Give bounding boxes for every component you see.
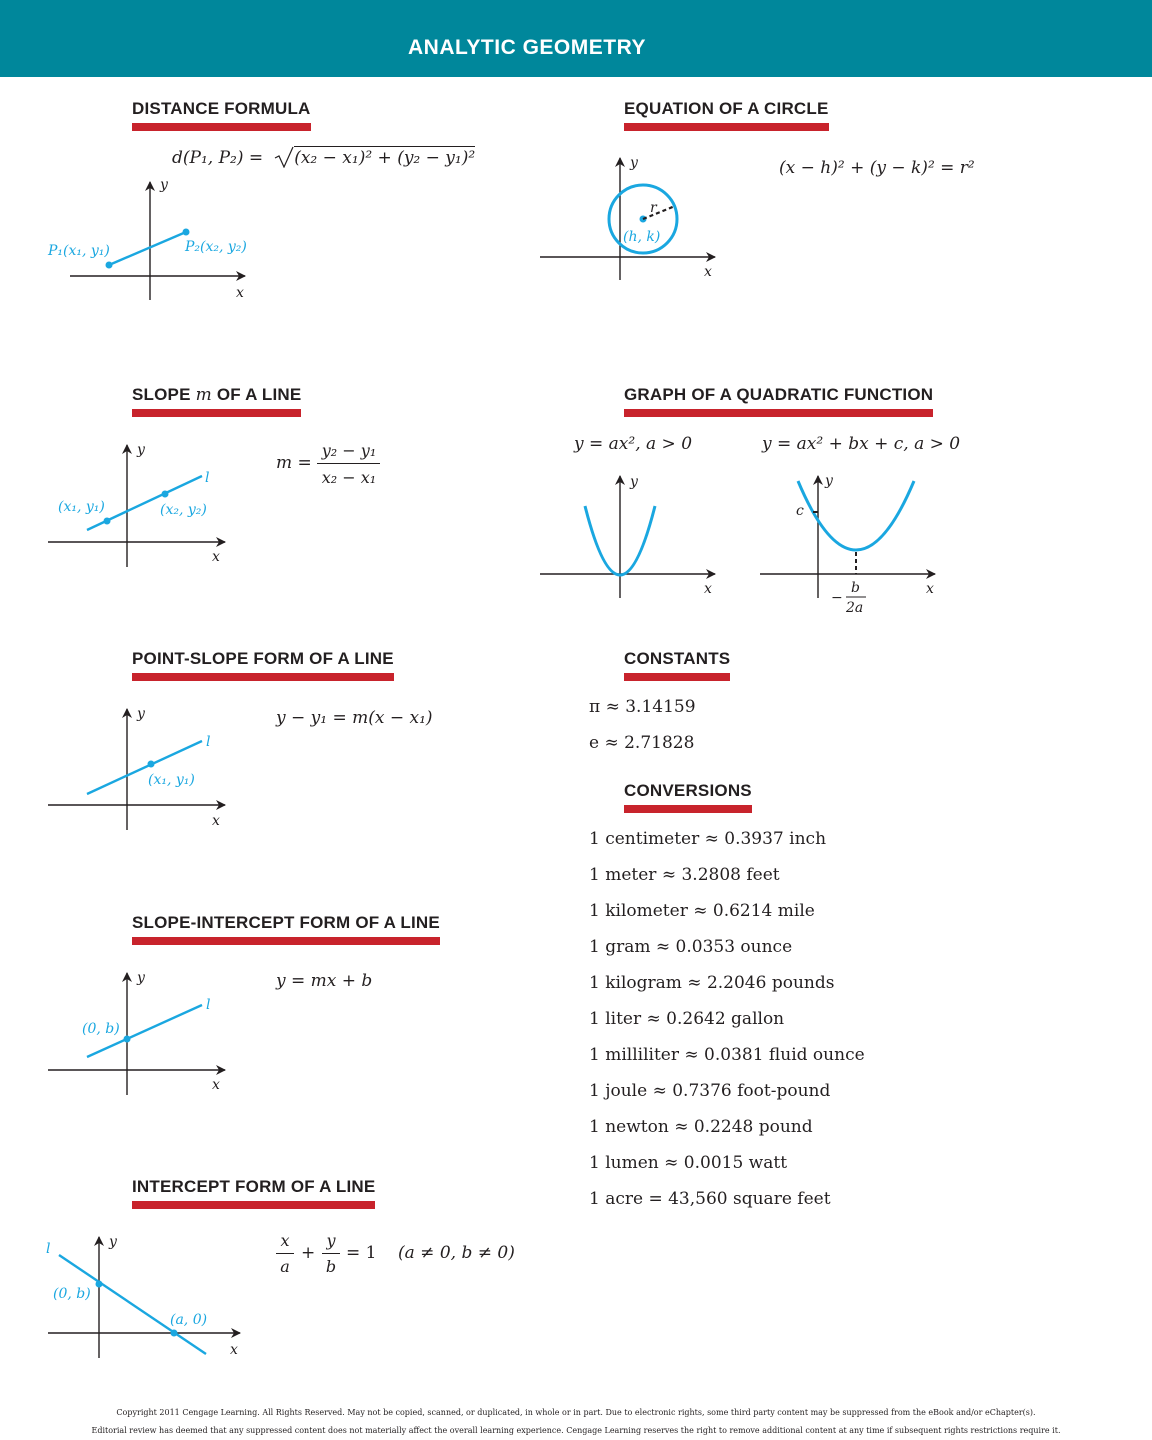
- radius-line: [643, 206, 675, 219]
- heading-slope-var: m: [195, 385, 212, 405]
- copyright-line-1: Copyright 2011 Cengage Learning. All Rights Reserved. May not be copied, scanned, or duplicated, in whole or in part. Due to electronic rights, some third party content may be suppressed from the eBook and/or eChapter(s).: [116, 1408, 1036, 1417]
- line-label: l: [206, 734, 211, 750]
- plus-sign: +: [301, 1243, 316, 1263]
- radical-sign-icon: [274, 146, 294, 168]
- parabola-curve: [798, 481, 914, 550]
- slope-graph: [40, 440, 240, 570]
- c-label: c: [796, 503, 804, 519]
- label-point-1: (x₁, y₁): [148, 772, 195, 788]
- label-p2: P₂(x₂, y₂): [185, 239, 247, 255]
- point-p1: [106, 262, 113, 269]
- distance-formula-lhs: d(P₁, P₂) =: [172, 148, 264, 168]
- point-2: [162, 491, 169, 498]
- frac1-denominator: a: [280, 1257, 290, 1276]
- parabola-graph-2: [755, 470, 955, 620]
- radius-label: r: [650, 200, 657, 216]
- label-point-1: (x₁, y₁): [58, 499, 105, 515]
- equals-one: = 1: [346, 1243, 377, 1263]
- minus-sign: −: [831, 590, 843, 606]
- conversion-item: 1 centimeter ≈ 0.3937 inch: [589, 829, 827, 849]
- x-intercept-point: [171, 1330, 178, 1337]
- constant-e: e ≈ 2.71828: [589, 733, 695, 753]
- label-x-intercept: (a, 0): [170, 1312, 208, 1328]
- point-p2: [183, 229, 190, 236]
- center-label: (h, k): [623, 229, 661, 245]
- frac2-numerator: y: [326, 1231, 336, 1250]
- heading-distance-formula: DISTANCE FORMULA: [132, 99, 311, 131]
- conversion-item: 1 newton ≈ 0.2248 pound: [589, 1117, 813, 1137]
- conversion-item: 1 lumen ≈ 0.0015 watt: [589, 1153, 788, 1173]
- heading-constants: CONSTANTS: [624, 649, 730, 681]
- conversion-item: 1 gram ≈ 0.0353 ounce: [589, 937, 793, 957]
- x-axis-label: x: [236, 285, 244, 301]
- slope-denominator: x₂ − x₁: [321, 468, 377, 487]
- point-slope-formula: y − y₁ = m(x − x₁): [276, 708, 433, 728]
- segment-line: [109, 232, 186, 265]
- line-label: l: [46, 1241, 51, 1257]
- intercept-condition: (a ≠ 0, b ≠ 0): [398, 1243, 515, 1263]
- label-y-intercept: (0, b): [53, 1286, 91, 1302]
- distance-graph: [40, 170, 270, 305]
- y-axis-label: y: [137, 442, 145, 458]
- point-1: [148, 761, 155, 768]
- heading-slope-of-line: [132, 385, 301, 417]
- conversion-item: 1 liter ≈ 0.2642 gallon: [589, 1009, 785, 1029]
- copyright-line-2: Editorial review has deemed that any suppressed content does not materially affect the overall learning experience. Cengage Learning reserves the right to remove additional content at any time if subsequent rights restrictions require it.: [91, 1426, 1061, 1435]
- y-axis-label: y: [109, 1234, 117, 1250]
- quadratic-formula-2: y = ax² + bx + c, a > 0: [762, 434, 961, 454]
- line-label: l: [206, 997, 211, 1013]
- b-label: b: [851, 580, 860, 596]
- slope-numerator: y₂ − y₁: [321, 441, 377, 460]
- line-l: [59, 1255, 206, 1354]
- label-y-intercept: (0, b): [82, 1021, 120, 1037]
- y-axis-label: y: [630, 474, 638, 490]
- x-axis-label: x: [704, 264, 712, 280]
- slope-intercept-formula: y = mx + b: [276, 971, 373, 991]
- conversion-item: 1 kilometer ≈ 0.6214 mile: [589, 901, 815, 921]
- intercept-formula: [276, 1231, 536, 1281]
- conversion-item: 1 kilogram ≈ 2.2046 pounds: [589, 973, 835, 993]
- circle-graph: [535, 150, 725, 285]
- y-axis-label: y: [825, 473, 833, 489]
- label-p1: P₁(x₁, y₁): [48, 243, 110, 259]
- y-intercept-point: [96, 1281, 103, 1288]
- x-axis-label: x: [926, 581, 934, 597]
- heading-equation-of-circle: EQUATION OF A CIRCLE: [624, 99, 829, 131]
- two-a-label: 2a: [846, 600, 864, 616]
- constant-pi: π ≈ 3.14159: [589, 697, 696, 717]
- point-1: [104, 518, 111, 525]
- x-axis-label: x: [212, 1077, 220, 1093]
- y-axis-label: y: [137, 706, 145, 722]
- quadratic-formula-1: y = ax², a > 0: [574, 434, 693, 454]
- heading-point-slope-form: POINT-SLOPE FORM OF A LINE: [132, 649, 394, 681]
- heading-conversions: CONVERSIONS: [624, 781, 752, 813]
- parabola-graph-1: [535, 470, 725, 600]
- label-point-2: (x₂, y₂): [160, 502, 207, 518]
- slope-intercept-graph: [40, 968, 240, 1098]
- x-axis-label: x: [230, 1342, 238, 1358]
- heading-quadratic-function: GRAPH OF A QUADRATIC FUNCTION: [624, 385, 933, 417]
- slope-formula-lhs: m =: [276, 453, 312, 473]
- heading-slope-intercept-form: SLOPE-INTERCEPT FORM OF A LINE: [132, 913, 440, 945]
- heading-slope-post: OF A LINE: [211, 385, 302, 404]
- x-axis-label: x: [212, 549, 220, 565]
- intercept-graph: [40, 1232, 250, 1362]
- y-axis-label: y: [160, 177, 168, 193]
- frac1-numerator: x: [280, 1231, 290, 1250]
- header-banner: [0, 0, 1152, 77]
- distance-formula-radicand: (x₂ − x₁)² + (y₂ − y₁)²: [294, 148, 476, 168]
- conversion-item: 1 meter ≈ 3.2808 feet: [589, 865, 780, 885]
- fraction-bar: [322, 1253, 340, 1254]
- y-axis-label: y: [630, 155, 638, 171]
- circle-formula: (x − h)² + (y − k)² = r²: [779, 158, 975, 178]
- conversion-item: 1 milliliter ≈ 0.0381 fluid ounce: [589, 1045, 865, 1065]
- page-title: ANALYTIC GEOMETRY: [408, 36, 646, 59]
- x-axis-label: x: [212, 813, 220, 829]
- y-intercept-point: [124, 1036, 131, 1043]
- conversion-item: 1 acre = 43,560 square feet: [589, 1189, 831, 1209]
- fraction-bar: [317, 463, 380, 464]
- y-axis-label: y: [137, 970, 145, 986]
- point-slope-graph: [40, 704, 240, 834]
- line-label: l: [205, 470, 210, 486]
- x-axis-label: x: [704, 581, 712, 597]
- frac2-denominator: b: [325, 1257, 337, 1276]
- heading-slope-pre: SLOPE: [132, 385, 196, 404]
- distance-formula: [172, 146, 475, 168]
- fraction-bar: [276, 1253, 294, 1254]
- conversion-item: 1 joule ≈ 0.7376 foot-pound: [589, 1081, 831, 1101]
- heading-intercept-form: INTERCEPT FORM OF A LINE: [132, 1177, 375, 1209]
